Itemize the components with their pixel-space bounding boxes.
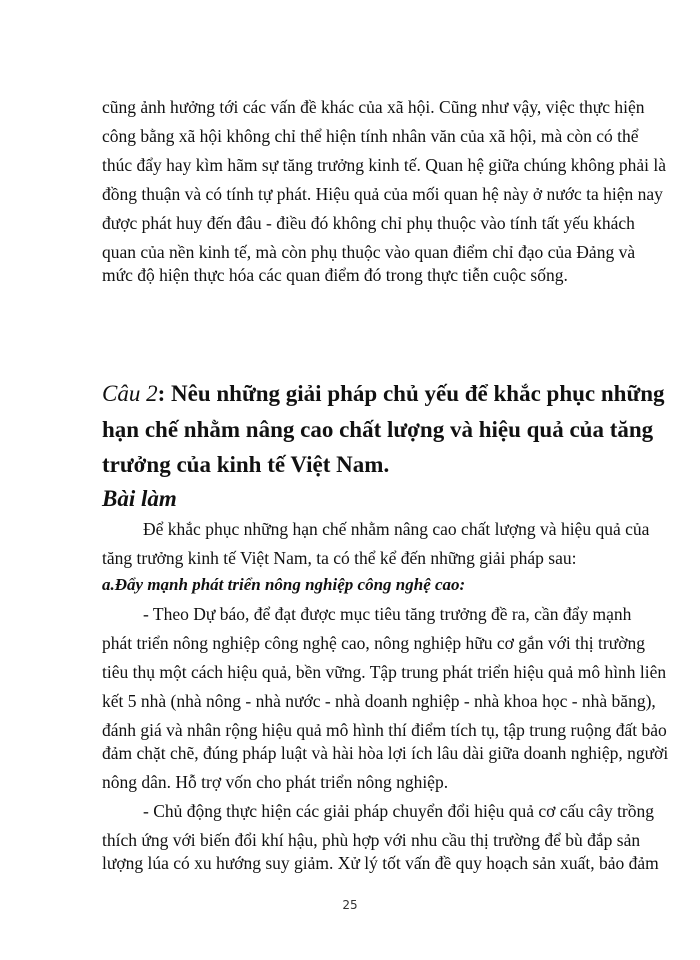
answer-intro-line: tăng trưởng kinh tế Việt Nam, ta có thể kể đến những giải pháp sau: bbox=[102, 548, 577, 568]
section-a-line: tiêu thụ một cách hiệu quả, bền vững. Tập trung phát triển hiệu quả mô hình liên bbox=[102, 662, 667, 682]
section-a-line: - Chủ động thực hiện các giải pháp chuyển đổi hiệu quả cơ cấu cây trồng bbox=[143, 801, 655, 821]
question-heading-line-3: trưởng của kinh tế Việt Nam. bbox=[102, 452, 390, 477]
section-a-line: lượng lúa có xu hướng suy giảm. Xử lý tốt vấn đề quy hoạch sản xuất, bảo đảm bbox=[102, 853, 659, 873]
section-a-line: đánh giá và nhân rộng hiệu quả mô hình thí điểm tích tụ, tập trung ruộng đất bảo bbox=[102, 720, 667, 740]
section-a-line: phát triển nông nghiệp công nghệ cao, nông nghiệp hữu cơ gắn với thị trường bbox=[102, 633, 645, 653]
intro-line: mức độ hiện thực hóa các quan điểm đó trong thực tiễn cuộc sống. bbox=[102, 265, 568, 285]
section-a-line: nông dân. Hỗ trợ vốn cho phát triển nông nghiệp. bbox=[102, 772, 449, 792]
section-a-title: a.Đẩy mạnh phát triển nông nghiệp công nghệ cao: bbox=[102, 575, 466, 594]
question-label: Câu 2 bbox=[102, 381, 158, 406]
intro-line: được phát huy đến đâu - điều đó không chỉ phụ thuộc vào tính tất yếu khách bbox=[102, 213, 635, 233]
intro-line: công bằng xã hội không chỉ thể hiện tính nhân văn của xã hội, mà còn có thể bbox=[102, 126, 639, 146]
question-heading-line-2: hạn chế nhằm nâng cao chất lượng và hiệu quả của tăng bbox=[102, 417, 654, 442]
intro-line: thúc đẩy hay kìm hãm sự tăng trưởng kinh tế. Quan hệ giữa chúng không phải là bbox=[102, 155, 667, 175]
question-text-1: : Nêu những giải pháp chủ yếu để khắc phục những bbox=[157, 381, 665, 406]
section-a-line: kết 5 nhà (nhà nông - nhà nước - nhà doanh nghiệp - nhà khoa học - nhà băng), bbox=[102, 691, 656, 711]
question-heading-line-1 bbox=[102, 379, 665, 409]
intro-line: quan của nền kinh tế, mà còn phụ thuộc vào quan điểm chỉ đạo của Đảng và bbox=[102, 242, 636, 262]
answer-heading: Bài làm bbox=[102, 486, 177, 511]
section-a-line: đảm chặt chẽ, đúng pháp luật và hài hòa lợi ích lâu dài giữa doanh nghiệp, người bbox=[102, 743, 669, 763]
intro-line: cũng ảnh hưởng tới các vấn đề khác của xã hội. Cũng như vậy, việc thực hiện bbox=[102, 97, 645, 117]
section-a-line: - Theo Dự báo, để đạt được mục tiêu tăng trưởng đề ra, cần đẩy mạnh bbox=[143, 604, 632, 624]
intro-line: đồng thuận và có tính tự phát. Hiệu quả của mối quan hệ này ở nước ta hiện nay bbox=[102, 184, 663, 204]
section-a-line: thích ứng với biến đổi khí hậu, phù hợp với nhu cầu thị trường để bù đắp sản bbox=[102, 830, 641, 850]
page-number: 25 bbox=[342, 898, 358, 912]
answer-intro-line: Để khắc phục những hạn chế nhằm nâng cao chất lượng và hiệu quả của bbox=[143, 519, 650, 539]
